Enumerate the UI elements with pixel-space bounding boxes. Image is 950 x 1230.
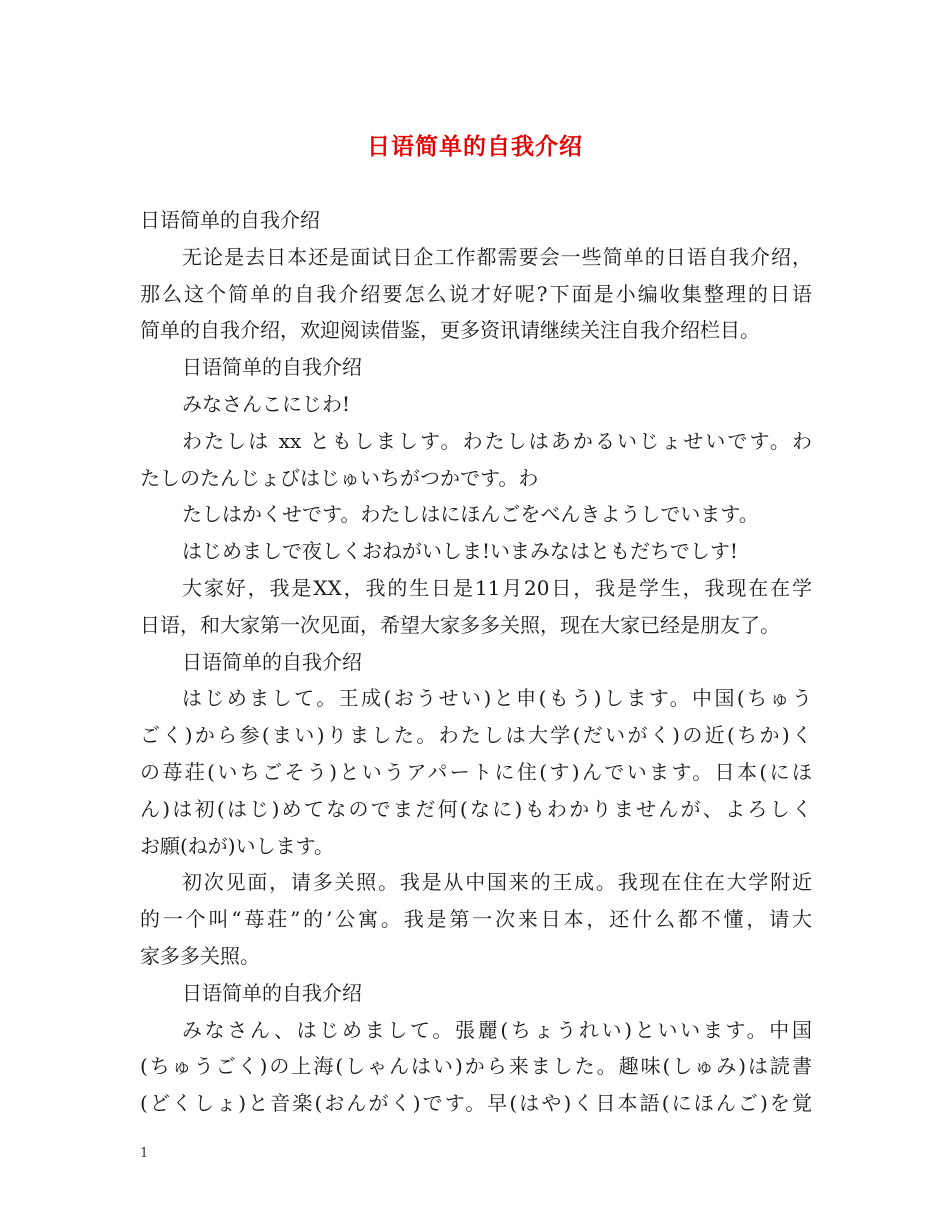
text-line: 日语简单的自我介绍	[140, 208, 320, 232]
text-line: みなさん、はじめまして。張麗(ちょうれい)といいます。中国	[182, 1017, 812, 1042]
text-line: 日语，和大家第一次见面，希望大家多多关照，现在大家已经是朋友了。	[140, 612, 780, 637]
page-number: 1	[140, 1146, 149, 1161]
document-body	[140, 202, 812, 1122]
text-line: の苺荘(いちごそう)というアパートに住(す)んでいます。日本(にほ	[140, 759, 812, 784]
document-title: 日语简单的自我介绍	[367, 133, 583, 160]
text-line: わたしは xx ともしましす。わたしはあかるいじょせいです。わ	[182, 428, 812, 453]
text-line: 无论是去日本还是面试日企工作都需要会一些简单的日语自我介绍，	[182, 244, 812, 269]
text-line: ん)は初(はじ)めてなのでまだ何(なに)もわかりませんが、よろしく	[140, 796, 812, 821]
text-line: たしのたんじょびはじゅいちがつかです。わ	[140, 465, 539, 490]
text-line: 日语简单的自我介绍	[182, 649, 362, 674]
text-line: お願(ねが)いします。	[140, 833, 335, 858]
text-line: はじめましで夜しくおねがいしま!いまみなはともだちでしす!	[182, 539, 738, 564]
text-line: (どくしょ)と音楽(おんがく)です。早(はや)く日本語(にほんご)を覚	[140, 1091, 812, 1116]
text-line: (ちゅうごく)の上海(しゃんはい)から来ました。趣味(しゅみ)は読書	[140, 1054, 812, 1079]
text-line: ごく)から参(まい)りました。わたしは大学(だいがく)の近(ちか)く	[140, 723, 812, 748]
text-line: みなさんこにじわ!	[182, 391, 351, 416]
text-line: 日语简单的自我介绍	[182, 355, 362, 380]
text-line: 简单的自我介绍，欢迎阅读借鉴，更多资讯请继续关注自我介绍栏目。	[140, 318, 760, 343]
text-line: 初次见面，请多关照。我是从中国来的王成。我现在住在大学附近	[182, 870, 812, 895]
text-line: たしはかくせです。わたしはにほんごをべんきようしでいます。	[182, 502, 759, 527]
text-line: 日语简单的自我介绍	[182, 980, 362, 1005]
text-line: 那么这个简单的自我介绍要怎么说才好呢?下面是小编收集整理的日语	[140, 281, 812, 306]
text-line: 大家好，我是XX，我的生日是11月20日，我是学生，我现在在学	[182, 575, 812, 600]
text-line: 家多多关照。	[140, 943, 260, 968]
text-line: はじめまして。王成(おうせい)と申(もう)します。中国(ちゅう	[182, 686, 812, 711]
text-line: 的一个叫“苺荘”的’公寓。我是第一次来日本，还什么都不懂，请大	[140, 907, 812, 932]
